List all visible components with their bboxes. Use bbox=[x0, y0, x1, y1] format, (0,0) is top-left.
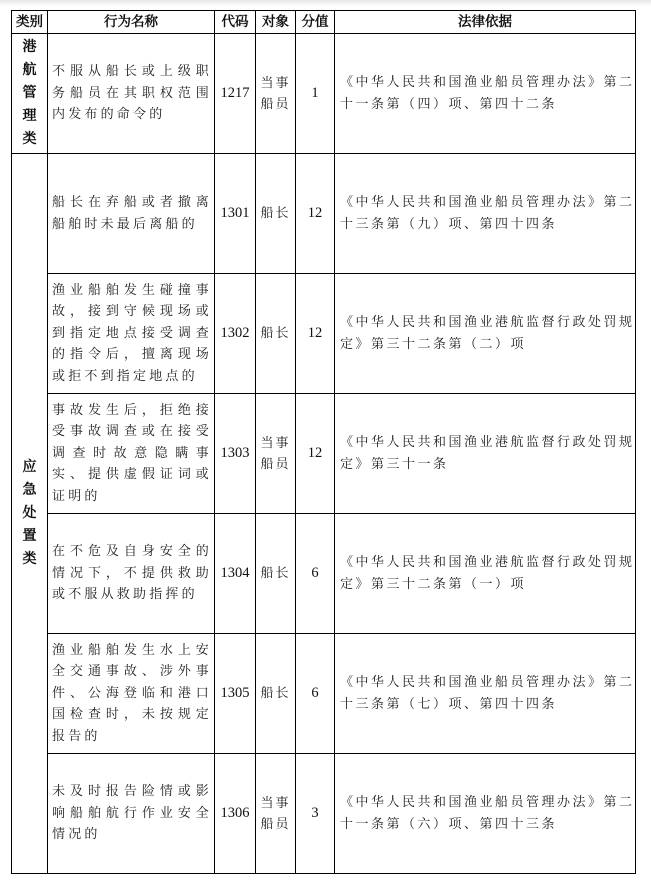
legal-basis-cell: 《中华人民共和国渔业船员管理办法》第二十一条第（四）项、第四十二条 bbox=[335, 34, 636, 154]
code-cell: 1305 bbox=[215, 634, 256, 754]
target-cell bbox=[256, 34, 296, 154]
target-label: 船长 bbox=[260, 566, 291, 581]
target-label: 当事船员 bbox=[260, 75, 291, 112]
target-label: 船长 bbox=[260, 686, 291, 701]
category-label: 港航管理类 bbox=[22, 39, 37, 147]
header-target: 对象 bbox=[256, 11, 296, 34]
table-row bbox=[12, 34, 636, 154]
top-shadow bbox=[0, 0, 651, 6]
legal-basis-cell: 《中华人民共和国渔业港航监督行政处罚规定》第三十一条 bbox=[335, 394, 636, 514]
score-cell: 1 bbox=[296, 34, 335, 154]
table-row bbox=[12, 634, 636, 754]
target-label: 当事船员 bbox=[260, 435, 291, 472]
category-label: 应急处置类 bbox=[22, 459, 37, 567]
legal-basis-cell: 《中华人民共和国渔业船员管理办法》第二十三条第（七）项、第四十四条 bbox=[335, 634, 636, 754]
category-cell-port-navigation bbox=[12, 34, 48, 154]
table-row bbox=[12, 394, 636, 514]
legal-basis-cell: 《中华人民共和国渔业港航监督行政处罚规定》第三十二条第（二）项 bbox=[335, 274, 636, 394]
behavior-name-cell: 渔业船舶发生水上安全交通事故、涉外事件、公海登临和港口国检查时，未按规定报告的 bbox=[48, 634, 215, 754]
legal-basis-cell: 《中华人民共和国渔业港航监督行政处罚规定》第三十二条第（一）项 bbox=[335, 514, 636, 634]
header-code: 代码 bbox=[215, 11, 256, 34]
header-category: 类别 bbox=[12, 11, 48, 34]
violation-scoring-table bbox=[11, 10, 636, 874]
score-cell: 12 bbox=[296, 274, 335, 394]
category-cell-emergency-response bbox=[12, 154, 48, 874]
score-cell: 12 bbox=[296, 154, 335, 274]
target-label: 船长 bbox=[260, 206, 291, 221]
behavior-name-cell: 船长在弃船或者撤离船舶时未最后离船的 bbox=[48, 154, 215, 274]
behavior-name-cell: 渔业船舶发生碰撞事故，接到守候现场或到指定地点接受调查的指令后，擅离现场或拒不到指定地点的 bbox=[48, 274, 215, 394]
target-label: 船长 bbox=[260, 326, 291, 341]
target-cell bbox=[256, 394, 296, 514]
table-row bbox=[12, 154, 636, 274]
code-cell: 1304 bbox=[215, 514, 256, 634]
target-cell bbox=[256, 634, 296, 754]
header-score: 分值 bbox=[296, 11, 335, 34]
table-row bbox=[12, 274, 636, 394]
code-cell: 1217 bbox=[215, 34, 256, 154]
legal-basis-cell: 《中华人民共和国渔业船员管理办法》第二十三条第（九）项、第四十四条 bbox=[335, 154, 636, 274]
code-cell: 1306 bbox=[215, 754, 256, 874]
legal-basis-cell: 《中华人民共和国渔业船员管理办法》第二十一条第（六）项、第四十三条 bbox=[335, 754, 636, 874]
behavior-name-cell: 不服从船长或上级职务船员在其职权范围内发布的命令的 bbox=[48, 34, 215, 154]
code-cell: 1303 bbox=[215, 394, 256, 514]
behavior-name-cell: 在不危及自身安全的情况下，不提供救助或不服从救助指挥的 bbox=[48, 514, 215, 634]
table-row bbox=[12, 514, 636, 634]
table-row bbox=[12, 754, 636, 874]
score-cell: 6 bbox=[296, 514, 335, 634]
target-cell bbox=[256, 154, 296, 274]
target-cell bbox=[256, 754, 296, 874]
code-cell: 1302 bbox=[215, 274, 256, 394]
target-cell bbox=[256, 514, 296, 634]
target-label: 当事船员 bbox=[260, 795, 291, 832]
target-cell bbox=[256, 274, 296, 394]
score-cell: 6 bbox=[296, 634, 335, 754]
score-cell: 12 bbox=[296, 394, 335, 514]
score-cell: 3 bbox=[296, 754, 335, 874]
header-row bbox=[12, 11, 636, 34]
behavior-name-cell: 事故发生后，拒绝接受事故调查或在接受调查时故意隐瞒事实、提供虚假证词或证明的 bbox=[48, 394, 215, 514]
code-cell: 1301 bbox=[215, 154, 256, 274]
header-name: 行为名称 bbox=[48, 11, 215, 34]
header-basis: 法律依据 bbox=[335, 11, 636, 34]
behavior-name-cell: 未及时报告险情或影响船舶航行作业安全情况的 bbox=[48, 754, 215, 874]
